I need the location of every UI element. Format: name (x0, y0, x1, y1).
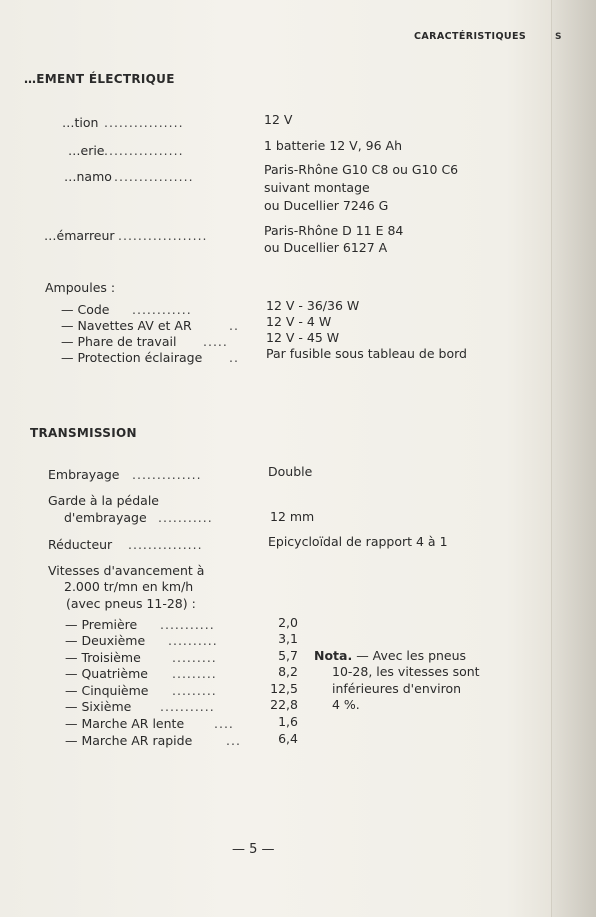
leader-dots: ................ (114, 169, 194, 184)
vitesses-heading: Vitesses d'avancement à (48, 563, 205, 578)
ampoule-value: 12 V - 36/36 W (266, 298, 360, 313)
speed-value: 22,8 (270, 697, 298, 712)
speed-label: — Troisième (65, 650, 141, 665)
row-label: …namo (64, 169, 112, 184)
ampoule-label: — Code (61, 302, 110, 317)
leader-dots: ......... (172, 650, 217, 665)
row-value: 12 mm (270, 509, 315, 524)
speed-value: 8,2 (278, 664, 298, 679)
row-value: 12 V (264, 112, 293, 127)
ampoule-label: — Protection éclairage (61, 350, 203, 365)
speed-label: — Marche AR lente (65, 716, 185, 731)
speed-value: 6,4 (278, 731, 298, 746)
nota-text: — Avec les pneus (356, 648, 467, 663)
section-title-electric: …EMENT ÉLECTRIQUE (24, 72, 175, 86)
nota-line (314, 648, 466, 665)
ampoules-label: Ampoules : (45, 280, 116, 295)
ampoule-value: 12 V - 4 W (266, 314, 332, 329)
speed-label: — Cinquième (65, 683, 149, 698)
ampoule-label: — Navettes AV et AR (61, 318, 192, 333)
speed-label: — Première (65, 617, 138, 632)
leader-dots: ................ (104, 143, 184, 158)
leader-dots: ... (226, 733, 241, 748)
leader-dots: .............. (132, 467, 202, 482)
row-label: …erie (68, 143, 105, 158)
leader-dots: .. (229, 350, 239, 365)
section-title-transmission: TRANSMISSION (30, 426, 137, 440)
speed-label: — Deuxième (65, 633, 146, 648)
leader-dots: ................ (104, 115, 184, 130)
row-label: …émarreur (44, 228, 115, 243)
nota-bold: Nota. (314, 648, 353, 663)
row-label: …tion (62, 115, 99, 130)
leader-dots: .......... (168, 633, 218, 648)
edge-letter: S (555, 32, 562, 42)
leader-dots: ........... (160, 699, 215, 714)
leader-dots: .. (229, 318, 239, 333)
leader-dots: ..... (203, 334, 228, 349)
speed-value: 5,7 (278, 648, 298, 663)
leader-dots: ............ (132, 302, 192, 317)
vitesses-heading: (avec pneus 11-28) : (66, 596, 196, 611)
row-value: ou Ducellier 7246 G (264, 198, 389, 213)
ampoule-label: — Phare de travail (61, 334, 177, 349)
leader-dots: ......... (172, 666, 217, 681)
speed-value: 12,5 (270, 681, 298, 696)
row-value: Double (268, 464, 313, 479)
speed-label: — Sixième (65, 699, 132, 714)
speed-value: 1,6 (278, 714, 298, 729)
row-value: 1 batterie 12 V, 96 Ah (264, 138, 403, 153)
adjacent-page-edge (551, 0, 596, 917)
nota-line: 10-28, les vitesses sont (332, 664, 480, 679)
row-label: d'embrayage (64, 510, 147, 525)
speed-value: 2,0 (278, 615, 298, 630)
leader-dots: ......... (172, 683, 217, 698)
leader-dots: ........... (160, 617, 215, 632)
row-value: Paris-Rhône G10 C8 ou G10 C6 (264, 162, 459, 177)
speed-value: 3,1 (278, 631, 298, 646)
page-number: — 5 — (232, 842, 275, 857)
row-value: ou Ducellier 6127 A (264, 240, 388, 255)
ampoule-value: Par fusible sous tableau de bord (266, 346, 467, 361)
leader-dots: .... (214, 716, 234, 731)
vitesses-heading: 2.000 tr/mn en km/h (64, 579, 194, 594)
speed-label: — Quatrième (65, 666, 148, 681)
row-value: suivant montage (264, 180, 370, 195)
row-label: Réducteur (48, 537, 113, 552)
ampoule-value: 12 V - 45 W (266, 330, 340, 345)
nota-line: inférieures d'environ (332, 681, 462, 696)
leader-dots: .................. (118, 228, 208, 243)
row-value: Epicycloïdal de rapport 4 à 1 (268, 534, 448, 549)
running-header: CARACTÉRISTIQUES (414, 31, 527, 42)
speed-label: — Marche AR rapide (65, 733, 193, 748)
row-label: Embrayage (48, 467, 120, 482)
row-value: Paris-Rhône D 11 E 84 (264, 223, 404, 238)
leader-dots: ........... (158, 510, 213, 525)
leader-dots: ............... (128, 537, 203, 552)
nota-line: 4 %. (332, 697, 360, 712)
row-label: Garde à la pédale (48, 493, 159, 508)
